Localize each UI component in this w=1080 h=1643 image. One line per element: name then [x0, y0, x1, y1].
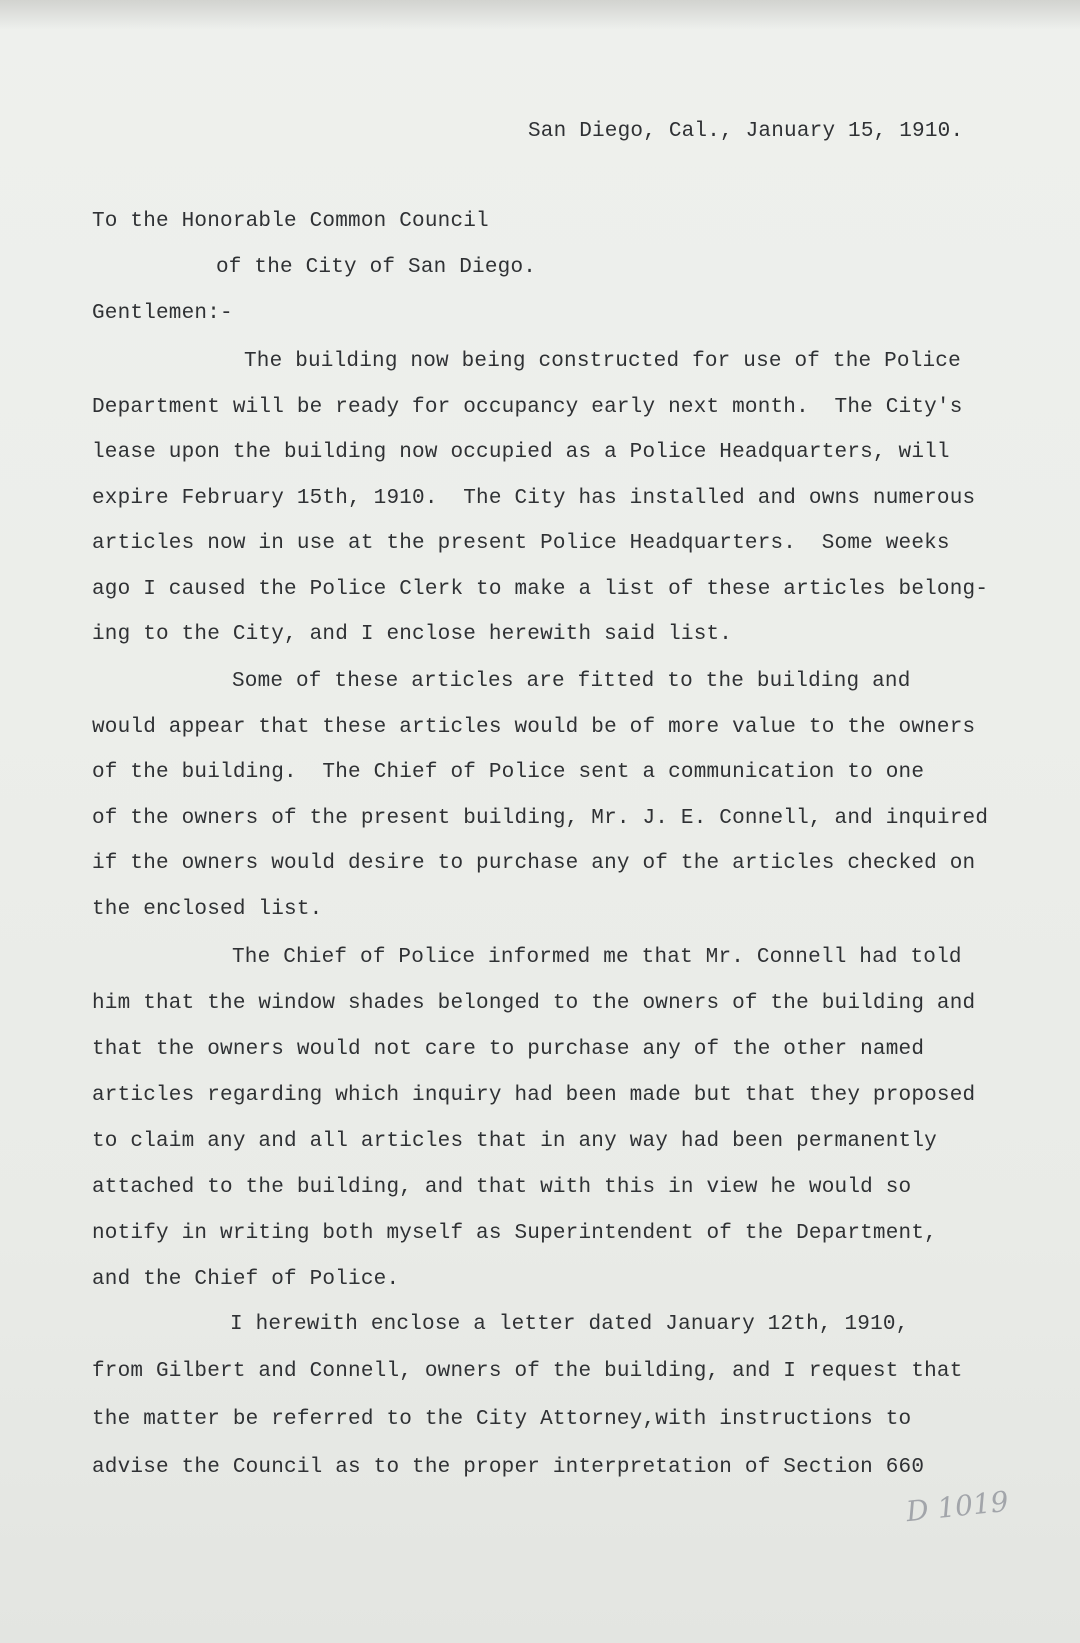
- body-line: The Chief of Police informed me that Mr. Connell had told: [232, 946, 962, 969]
- body-line: of the owners of the present building, Mr. J. E. Connell, and inquired: [92, 807, 989, 830]
- salutation: Gentlemen:-: [92, 302, 233, 325]
- body-line: ing to the City, and I enclose herewith said list.: [92, 623, 733, 646]
- body-line: The building now being constructed for use of the Police: [244, 350, 961, 373]
- page-top-shadow: [0, 0, 1080, 30]
- body-line: of the building. The Chief of Police sent a communication to one: [92, 761, 925, 784]
- body-line: and the Chief of Police.: [92, 1268, 400, 1291]
- body-line: that the owners would not care to purchase any of the other named: [92, 1038, 925, 1061]
- body-line: him that the window shades belonged to the owners of the building and: [92, 992, 976, 1015]
- body-line: the enclosed list.: [92, 898, 323, 921]
- address-line: of the City of San Diego.: [216, 256, 537, 279]
- body-line: would appear that these articles would be of more value to the owners: [92, 716, 976, 739]
- body-line: the matter be referred to the City Attorney,with instructions to: [92, 1408, 912, 1431]
- body-line: Department will be ready for occupancy early next month. The City's: [92, 396, 963, 419]
- address-line: To the Honorable Common Council: [92, 210, 489, 233]
- body-line: expire February 15th, 1910. The City has installed and owns numerous: [92, 487, 976, 510]
- body-line: I herewith enclose a letter dated January 12th, 1910,: [230, 1313, 909, 1336]
- dateline: San Diego, Cal., January 15, 1910.: [528, 120, 964, 143]
- body-line: advise the Council as to the proper interpretation of Section 660: [92, 1456, 925, 1479]
- body-line: if the owners would desire to purchase any of the articles checked on: [92, 852, 976, 875]
- body-line: attached to the building, and that with this in view he would so: [92, 1176, 912, 1199]
- body-line: to claim any and all articles that in any way had been permanently: [92, 1130, 937, 1153]
- body-line: articles now in use at the present Police Headquarters. Some weeks: [92, 532, 950, 555]
- body-line: lease upon the building now occupied as a Police Headquarters, will: [92, 441, 950, 464]
- body-line: from Gilbert and Connell, owners of the building, and I request that: [92, 1360, 963, 1383]
- body-line: Some of these articles are fitted to the building and: [232, 670, 911, 693]
- archive-mark: D 1019: [904, 1484, 1011, 1529]
- body-line: articles regarding which inquiry had been made but that they proposed: [92, 1084, 976, 1107]
- body-line: ago I caused the Police Clerk to make a list of these articles belong-: [92, 578, 989, 601]
- body-line: notify in writing both myself as Superintendent of the Department,: [92, 1222, 937, 1245]
